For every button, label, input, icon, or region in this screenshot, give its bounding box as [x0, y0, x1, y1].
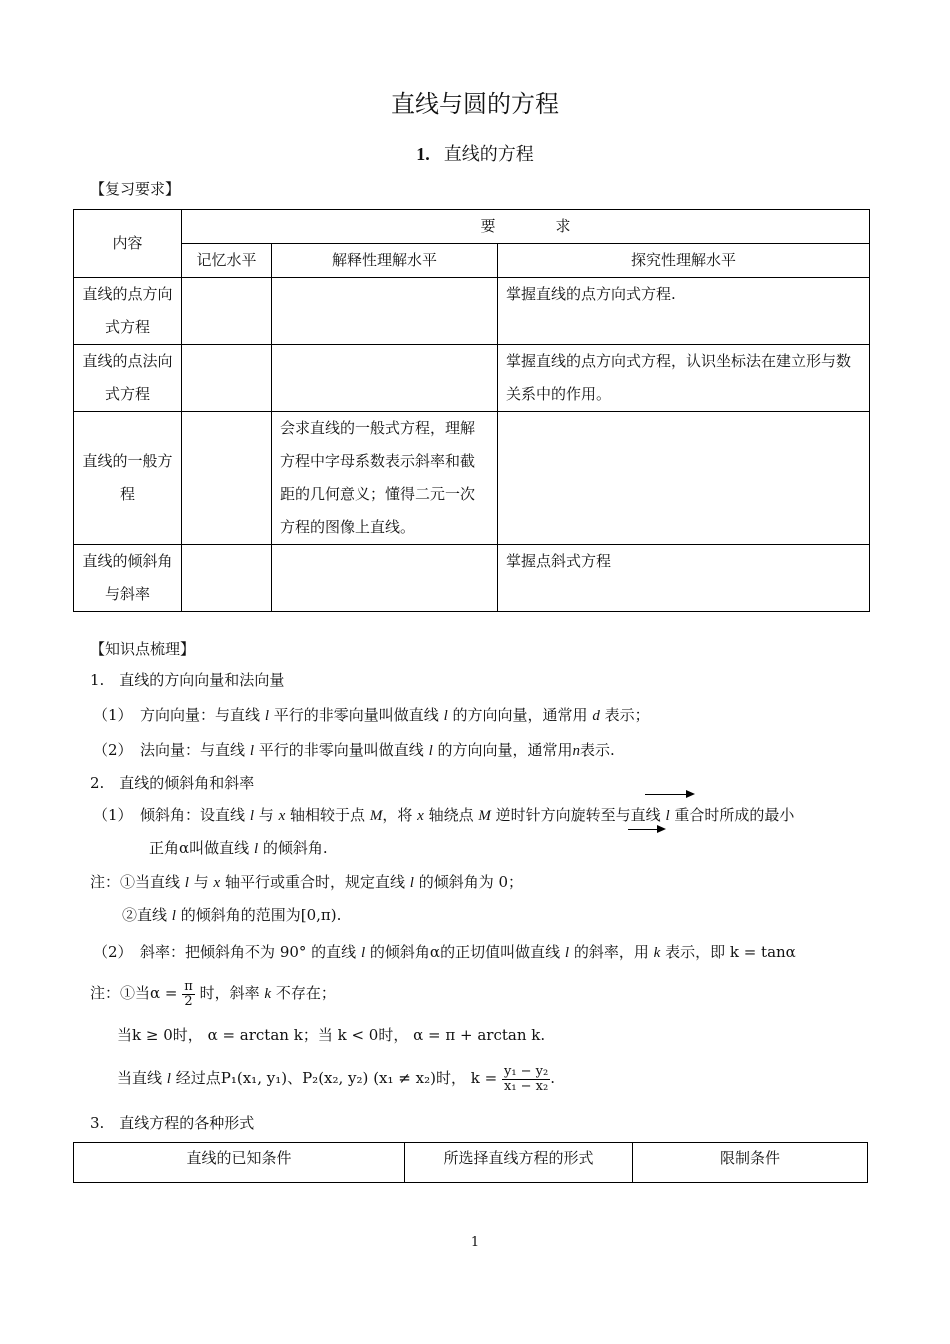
document-title: 直线与圆的方程	[391, 90, 559, 118]
equation-forms-table	[73, 1142, 868, 1183]
paragraph-inclination: （1） 倾斜角：设直线 l 与 x 轴相较于点 M，将 x 轴绕点 M 逆时针方向旋转至与直线 l 重合时所成的最小	[93, 806, 795, 824]
row-explore: 掌握点斜式方程	[498, 545, 870, 612]
paragraph-direction-vector: （1） 方向向量：与直线 l 平行的非零向量叫做直线 l 的方向向量，通常用 d 表示；	[93, 706, 650, 724]
arrow-decoration-bottom	[628, 829, 658, 830]
table-row	[74, 545, 870, 612]
row-explore: 掌握直线的点方向式方程.	[498, 278, 870, 345]
paragraph-normal-vector: （2） 法向量：与直线 l 平行的非零向量叫做直线 l 的方向向量，通常用n表示.	[93, 741, 615, 759]
note-2: ②直线 l 的倾斜角的范围为[0,π).	[122, 906, 342, 924]
review-label: 【复习要求】	[90, 180, 181, 198]
forms-header-condition: 直线的已知条件	[74, 1143, 405, 1183]
requirements-table	[73, 209, 870, 612]
fraction-slope: $\frac{\text{y₁ − y₂}}{\text{x₁ − x₂}}$	[503, 1063, 549, 1094]
row-content: 直线的点方向式方程	[74, 278, 182, 345]
header-explore: 探究性理解水平	[498, 244, 870, 278]
header-explain: 解释性理解水平	[272, 244, 498, 278]
table-row	[74, 345, 870, 412]
row-explore: 掌握直线的点方向式方程，认识坐标法在建立形与数关系中的作用。	[498, 345, 870, 412]
paragraph-slope: （2） 斜率：把倾斜角不为 90° 的直线 l 的倾斜角α的正切值叫做直线 l 的斜率，用 k 表示，即 k = tanα	[93, 943, 796, 961]
heading-3: 3. 直线方程的各种形式	[90, 1114, 255, 1132]
row-content: 直线的点法向式方程	[74, 345, 182, 412]
note-5: 当直线 l 经过点P₁(x₁, y₁)、P₂(x₂, y₂) (x₁ ≠ x₂)时， k = $\frac{\text{y₁ − y₂}}{\text{x₁ − x₂}}$ .	[117, 1063, 556, 1094]
section-heading: 1. 直线的方程	[416, 144, 534, 165]
table-row	[74, 278, 870, 345]
arrow-head-icon	[657, 825, 666, 833]
forms-header-form: 所选择直线方程的形式	[405, 1143, 633, 1183]
heading-1: 1. 直线的方向向量和法向量	[90, 671, 285, 689]
note-3: 注：①当α = $\frac{\pi}{2}$ 时，斜率 k 不存在；	[90, 978, 336, 1009]
row-content: 直线的一般方程	[74, 412, 182, 545]
note-1: 注：①当直线 l 与 x 轴平行或重合时，规定直线 l 的倾斜角为 0；	[90, 873, 524, 891]
row-content: 直线的倾斜角与斜率	[74, 545, 182, 612]
row-explain: 会求直线的一般式方程，理解方程中字母系数表示斜率和截距的几何意义；懂得二元一次方程的图像上直线。	[272, 412, 498, 545]
header-memory: 记忆水平	[182, 244, 272, 278]
page-number: 1	[470, 1235, 480, 1250]
fraction-pi-over-2: $\frac{\pi}{2}$	[184, 978, 193, 1009]
header-content: 内容	[74, 210, 182, 278]
header-requirement: 要 求	[182, 210, 870, 244]
heading-2: 2. 直线的倾斜角和斜率	[90, 774, 255, 792]
note-4: 当k ≥ 0时， α = arctan k；当 k < 0时， α = π + arctan k.	[117, 1026, 546, 1044]
forms-header-limit: 限制条件	[633, 1143, 868, 1183]
table-row	[74, 412, 870, 545]
knowledge-label: 【知识点梳理】	[90, 640, 196, 658]
arrow-head-icon	[686, 790, 695, 798]
paragraph-inclination-cont: 正角α叫做直线 l 的倾斜角.	[149, 839, 328, 857]
arrow-decoration-top	[645, 794, 687, 795]
